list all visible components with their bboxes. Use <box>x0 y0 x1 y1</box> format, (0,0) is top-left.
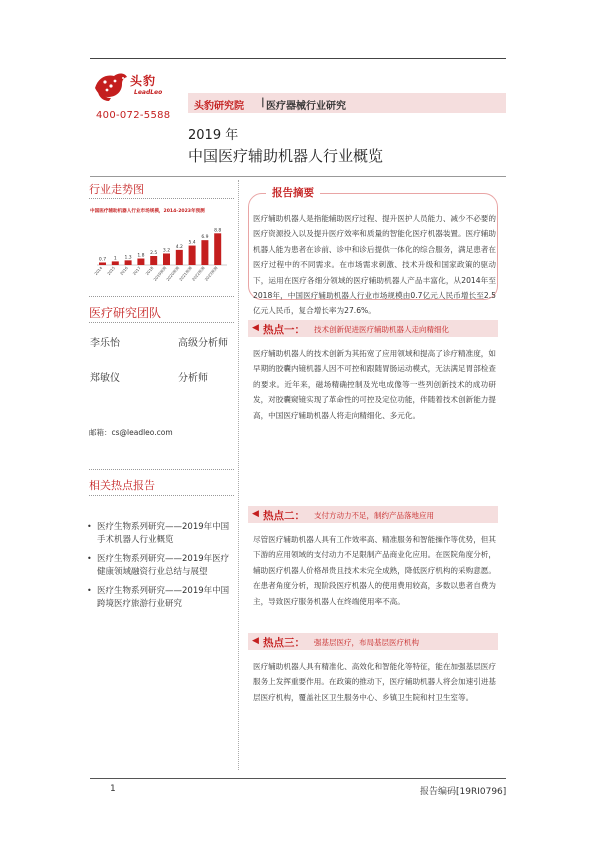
chart-bar <box>99 262 106 265</box>
research-banner <box>188 93 506 113</box>
hot-report-link[interactable] <box>85 521 235 546</box>
chart-category-label: 2019预测 <box>152 265 168 282</box>
header-rule <box>90 58 506 59</box>
chart-category-label: 2023预测 <box>203 265 219 282</box>
hotspot-2-text: 尽管医疗辅助机器人具有工作效率高、精准服务和智能操作等优势，但其下游的应用领域的支付动力不足限制产品商业化应用。在医院角度分析，辅助医疗机器人价格昂贵且技术未完全成熟，降低医疗机构的采购意愿。在患者角度分析，现阶段医疗机器人的使用费用较高，多数以患者自费为主，导致医疗服务机器人在终端使用率不高。 <box>253 535 496 606</box>
hot-report-link[interactable] <box>85 585 235 610</box>
chart-bar <box>176 250 183 265</box>
chart-bar <box>189 246 196 265</box>
chart-bar <box>201 240 208 265</box>
chart-data-label: 5.4 <box>188 240 196 246</box>
chart-category-label: 2020预测 <box>165 265 181 282</box>
brand-name-cn: 头豹 <box>130 74 157 88</box>
triangle-icon: ◀ <box>252 636 259 646</box>
hot-report-title: 医疗生物系列研究——2019年中国手术机器人行业概览 <box>97 522 230 545</box>
chart-data-label: 3.2 <box>162 248 171 254</box>
chart-bar <box>112 261 119 265</box>
brand-name-en: LeadLeo <box>134 89 163 96</box>
trend-chart-svg <box>89 203 239 291</box>
hot-report-title: 医疗生物系列研究——2019年医疗健康领域融资行业总结与展望 <box>97 554 230 577</box>
leadleo-logo <box>92 68 182 104</box>
chart-data-label: 6.9 <box>201 235 209 241</box>
trend-chart <box>89 203 239 291</box>
hot-reports-rule <box>89 495 234 496</box>
hot-reports-heading: 相关热点报告 <box>89 479 155 492</box>
summary-title: 报告摘要 <box>266 185 320 200</box>
hotspot-topic: 支付方动力不足，制约产品落地应用 <box>314 511 434 520</box>
team-top-rule <box>89 296 234 297</box>
report-title: 中国医疗辅助机器人行业概览 <box>188 147 384 165</box>
bullet-icon: • <box>87 586 92 595</box>
report-year: 2019 年 <box>188 128 239 143</box>
triangle-icon: ◀ <box>252 323 259 333</box>
chart-category-label: 2017 <box>131 265 142 277</box>
hotspot-3-bar <box>248 633 498 650</box>
analyst-name: 郑敏仪 <box>90 373 120 384</box>
hotspot-topic: 技术创新促进医疗辅助机器人走向精细化 <box>314 325 449 334</box>
analyst-role: 高级分析师 <box>178 338 228 349</box>
summary-text: 医疗辅助机器人是指能辅助医疗过程、提升医护人员能力、减少不必要的医疗资源投入以及提升医疗效率和质量的智能化医疗机器装置。医疗辅助机器人能为患者在诊前、诊中和诊后提供一体化的综合服务，满足患者在医疗过程中的不同需求。在市场需求刺激、技术升级和国家政策的驱动下，运用在医疗各细分领域的医疗辅助机器人产品丰富化，从2014年至2018年，中国医疗辅助机器人行业市场规模由0.7亿元人民币增长至2.5亿元人民币，复合增长率为27.6%。 <box>253 214 496 316</box>
chart-category-label: 2018 <box>144 265 155 277</box>
hotspot-label: 热点三： <box>263 637 305 649</box>
chart-bar <box>137 259 144 265</box>
hot-report-title: 医疗生物系列研究——2019年中国跨境医疗旅游行业研究 <box>97 586 230 609</box>
hotspot-label: 热点一： <box>263 324 305 336</box>
chart-data-label: 2.5 <box>150 251 158 256</box>
chart-data-label: 4.2 <box>175 244 183 250</box>
chart-bar <box>163 253 170 265</box>
chart-data-label: 1.3 <box>124 255 132 261</box>
hotspot-1-bar <box>248 320 498 337</box>
phone-number: 400-072-5588 <box>96 110 171 121</box>
chart-bar <box>214 233 221 265</box>
team-heading: 医疗研究团队 <box>89 306 162 320</box>
chart-category-label: 2015 <box>106 265 117 277</box>
chart-title: 中国医疗辅助机器人行业市场规模，2014-2023年预测 <box>90 209 205 214</box>
hotspot-topic: 强基层医疗，布局基层医疗机构 <box>314 638 419 647</box>
bullet-icon: • <box>87 522 92 531</box>
triangle-icon: ◀ <box>252 509 259 519</box>
footer-rule <box>90 778 506 779</box>
banner-org: 头豹研究院 <box>194 101 244 112</box>
hot-top-rule <box>89 469 234 470</box>
chart-category-label: 2021预测 <box>177 265 193 282</box>
analyst-role: 分析师 <box>178 373 208 384</box>
chart-bar <box>125 260 132 265</box>
leopard-icon <box>92 68 130 102</box>
trend-rule <box>89 198 234 199</box>
trend-heading: 行业走势图 <box>89 183 144 196</box>
hot-report-list <box>85 521 235 617</box>
hot-report-link[interactable] <box>85 553 235 578</box>
chart-category-label: 2014 <box>93 265 104 277</box>
hotspot-1-text: 医疗辅助机器人的技术创新为其拓宽了应用领域和提高了诊疗精准度，如早期的胶囊内镜机器人因不可控和跟随胃肠运动模式，无法满足胃部检查的要求。近年来，磁场精确控制及光电成像等一些列创新技术的成功研发，对胶囊窥镜实现了革命性的可控及定位功能，伴随着技术创新能力提高，中国医疗辅助机器人将走向精细化、多元化。 <box>253 349 496 420</box>
analyst-name: 李乐怡 <box>90 338 120 349</box>
chart-data-label: 1 <box>113 256 117 262</box>
banner-dept: 医疗器械行业研究 <box>266 101 346 112</box>
contact-email: 邮箱：cs@leadleo.com <box>89 428 173 437</box>
chart-data-label: 0.7 <box>98 257 107 263</box>
bullet-icon: • <box>87 554 92 563</box>
page-number: 1 <box>110 784 116 794</box>
chart-category-label: 2016 <box>118 265 129 277</box>
report-code: 报告编码[19RI0796] <box>420 787 507 797</box>
hotspot-label: 热点二： <box>263 510 305 522</box>
title-rule <box>90 176 506 177</box>
hotspot-3-text: 医疗辅助机器人具有精准化、高效化和智能化等特征，能在加强基层医疗服务上发挥重要作用。在政策的推动下，医疗辅助机器人将会加速引进基层医疗机构，覆盖社区卫生服务中心、乡镇卫生院和村卫生室等。 <box>253 662 496 702</box>
chart-category-label: 2022预测 <box>190 265 206 282</box>
chart-bar <box>150 256 157 265</box>
hotspot-2-bar <box>248 506 498 523</box>
team-rule <box>89 322 234 323</box>
chart-data-label: 1.8 <box>137 253 145 259</box>
column-divider <box>238 180 239 770</box>
banner-separator: | <box>261 97 265 108</box>
chart-data-label: 8.8 <box>214 228 222 234</box>
